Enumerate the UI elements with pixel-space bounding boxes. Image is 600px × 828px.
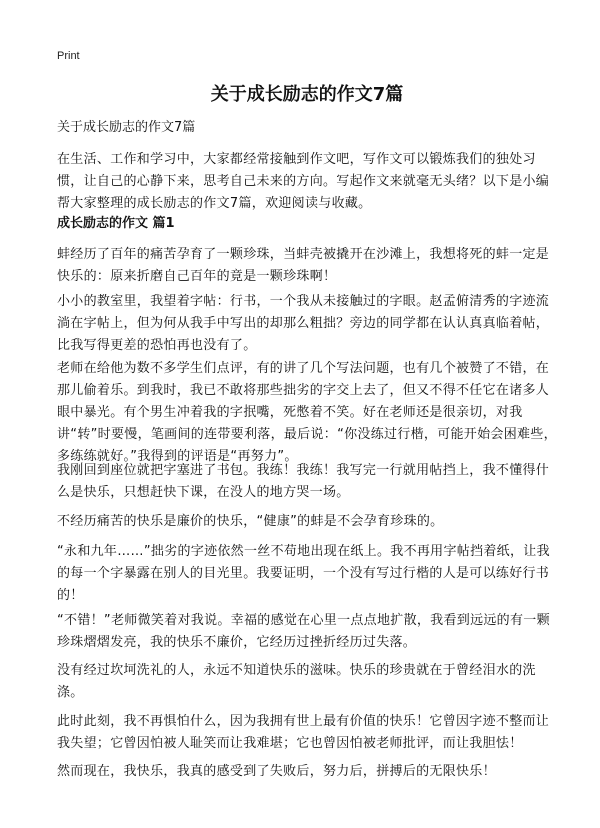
- paragraph: 我刚回到座位就把字塞进了书包。我练！我练！我写完一行就用帖挡上，我不懂得什么是快乐，只想赶快下课，在没人的地方哭一场。: [57, 463, 550, 500]
- print-link[interactable]: Print: [57, 50, 80, 62]
- paragraph: 然而现在，我快乐，我真的感受到了失败后，努力后，拼搏后的无限快乐！: [57, 764, 496, 779]
- paragraph: 不经历痛苦的快乐是廉价的快乐，“健康”的蚌是不会孕育珍珠的。: [57, 514, 444, 529]
- page-title: 关于成长励志的作文7篇: [210, 84, 404, 105]
- paragraph: 老师在给他为数不多学生们点评，有的讲了几个写法问题，也有几个被赞了不错，在那儿偷着乐。到我时，我已不敢将那些拙劣的字交上去了，但又不得不任它在诸多人眼中暴光。有个男生冲着我的字抿嘴，死憋着不笑。好在老师还是很亲切，对我讲“转”时要慢，笔画间的连带要利落，最后说：“你没练过行楷，可能开始会困难些，多练练就好。”我得到的评语是“再努力”。: [57, 361, 557, 464]
- paragraph: “永和九年……”拙劣的字迹依然一丝不苟地出现在纸上。我不再用字帖挡着纸，让我的每一个字暴露在别人的目光里。我要证明，一个没有写过行楷的人是可以练好行书的！: [57, 544, 550, 603]
- intro-paragraph: 在生活、工作和学习中，大家都经常接触到作文吧，写作文可以锻炼我们的独处习惯，让自己的心静下来，思考自己未来的方向。写起作文来就毫无头绪？以下是小编帮大家整理的成长励志的作文7篇，欢迎阅读与收藏。: [57, 152, 550, 211]
- paragraph: 蚌经历了百年的痛苦孕育了一颗珍珠，当蚌壳被撬开在沙滩上，我想将死的蚌一定是快乐的：原来折磨自己百年的竟是一颗珍珠啊！: [57, 247, 550, 284]
- paragraph: “不错！”老师微笑着对我说。幸福的感觉在心里一点点地扩散，我看到远远的有一颗珍珠熠熠发亮，我的快乐不廉价，它经历过挫折经历过失落。: [57, 613, 550, 650]
- paragraph: 没有经过坎坷洗礼的人，永远不知道快乐的滋味。快乐的珍贵就在于曾经泪水的洗涤。: [57, 663, 536, 700]
- section-heading: 成长励志的作文 篇1: [57, 216, 175, 231]
- article-subtitle: 关于成长励志的作文7篇: [57, 120, 196, 135]
- paragraph: 小小的教室里，我望着字帖：行书，一个我从未接触过的字眼。赵孟俯清秀的字迹流淌在字帖上，但为何从我手中写出的却那么粗拙？旁边的同学都在认认真真临着帖，比我写得更差的恐怕再也没有了。: [57, 294, 550, 353]
- paragraph: 此时此刻，我不再惧怕什么，因为我拥有世上最有价值的快乐！它曾因字迹不整而让我失望；它曾因怕被人耻笑而让我难堪；它也曾因怕被老师批评，而让我胆怯！: [57, 714, 550, 751]
